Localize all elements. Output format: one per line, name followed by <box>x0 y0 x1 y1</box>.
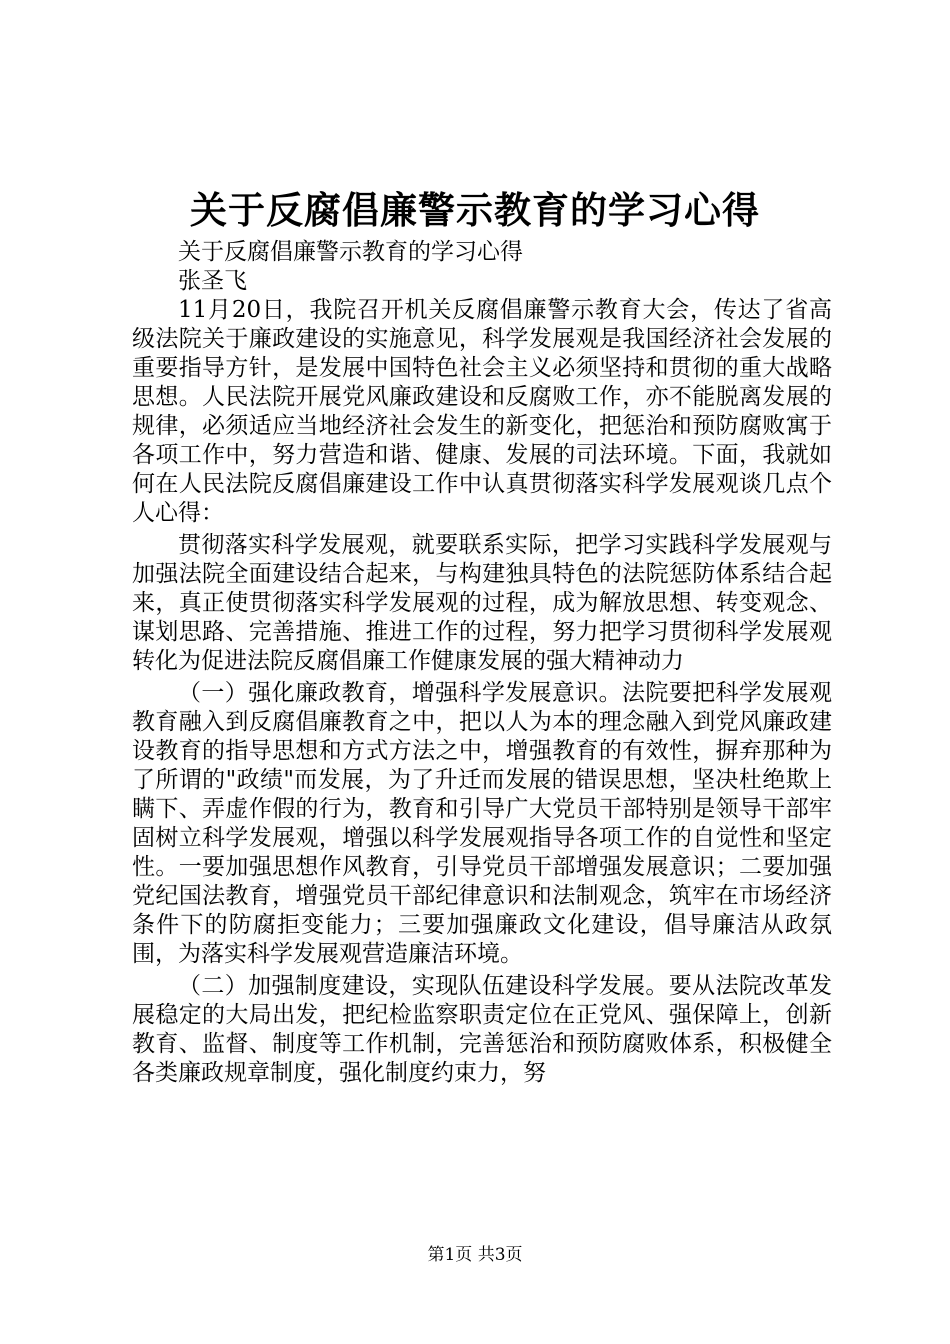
page-footer: 第1页 共3页 <box>427 1245 523 1265</box>
paragraph-section-two: （二）加强制度建设，实现队伍建设科学发展。要从法院改革发展稳定的大局出发，把纪检监察职责定位在正党风、强保障上，创新教育、监督、制度等工作机制，完善惩治和预防腐败体系，积极健全各类廉政规章制度，强化制度约束力，努 <box>132 973 832 1086</box>
document-body <box>132 238 832 1088</box>
author-line: 张圣飞 <box>178 268 247 294</box>
paragraph-intro: 11月20日，我院召开机关反腐倡廉警示教育大会，传达了省高级法院关于廉政建设的实施意见，科学发展观是我国经济社会发展的重要指导方针，是发展中国特色社会主义必须坚持和贯彻的重大战略思想。人民法院开展党风廉政建设和反腐败工作，亦不能脱离发展的规律，必须适应当地经济社会发生的新变化，把惩治和预防腐败寓于各项工作中，努力营造和谐、健康、发展的司法环境。下面，我就如何在人民法院反腐倡廉建设工作中认真贯彻落实科学发展观谈几点个人心得： <box>132 297 832 526</box>
subtitle-line: 关于反腐倡廉警示教育的学习心得 <box>178 239 523 265</box>
paragraph-implementation: 贯彻落实科学发展观，就要联系实际，把学习实践科学发展观与加强法院全面建设结合起来，与构建独具特色的法院惩防体系结合起来，真正使贯彻落实科学发展观的过程，成为解放思想、转变观念、谋划思路、完善措施、推进工作的过程，努力把学习贯彻科学发展观转化为促进法院反腐倡廉工作健康发展的强大精神动力 <box>132 532 832 674</box>
paragraph-section-one: （一）强化廉政教育，增强科学发展意识。法院要把科学发展观教育融入到反腐倡廉教育之中，把以人为本的理念融入到党风廉政建设教育的指导思想和方式方法之中，增强教育的有效性，摒弃那种为了所谓的"政绩"而发展，为了升迁而发展的错误思想，坚决杜绝欺上瞒下、弄虚作假的行为，教育和引导广大党员干部特别是领导干部牢固树立科学发展观，增强以科学发展观指导各项工作的自觉性和坚定性。一要加强思想作风教育，引导党员干部增强发展意识；二要加强党纪国法教育，增强党员干部纪律意识和法制观念，筑牢在市场经济条件下的防腐拒变能力；三要加强廉政文化建设，倡导廉洁从政氛围，为落实科学发展观营造廉洁环境。 <box>132 680 832 967</box>
document-title: 关于反腐倡廉警示教育的学习心得 <box>190 188 760 232</box>
